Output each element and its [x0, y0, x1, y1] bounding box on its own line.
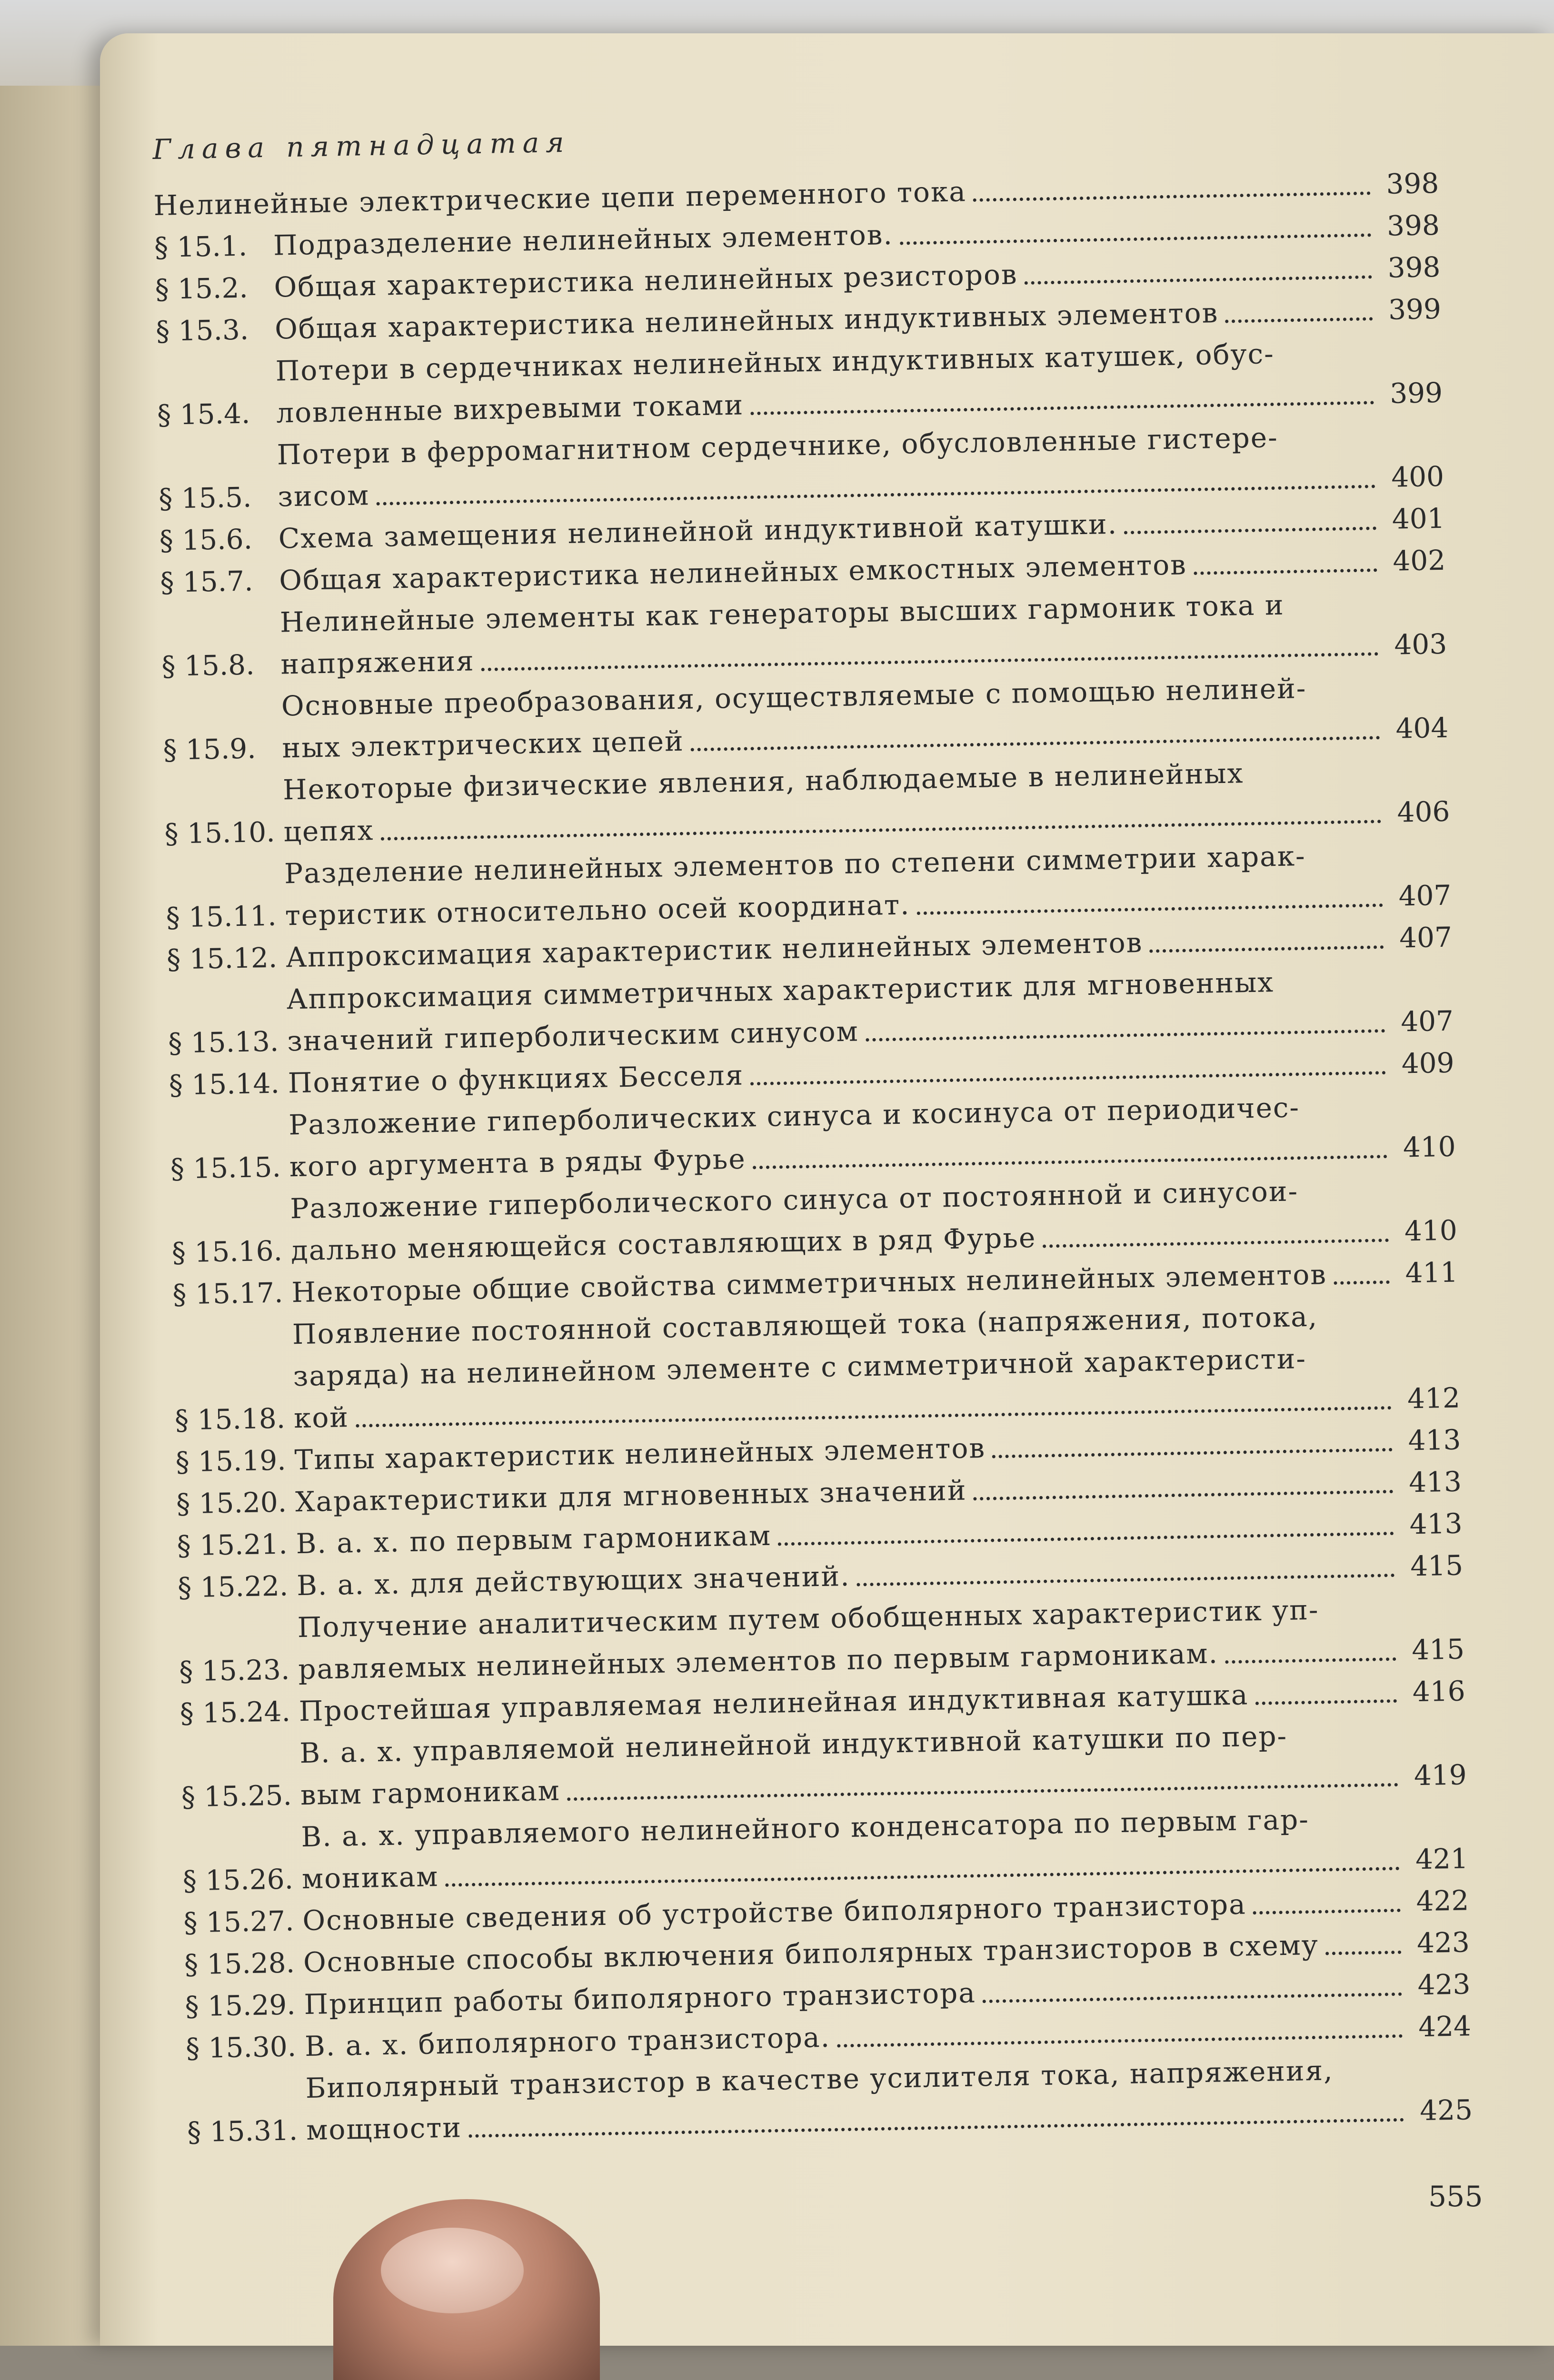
entry-title: Аппроксимация характеристик нелинейных элементов: [285, 926, 1143, 974]
entry-title: кого аргумента в ряды Фурье: [289, 1142, 747, 1183]
section-number: § 15.14.: [169, 1067, 280, 1101]
entry-page-number: 403: [1394, 627, 1447, 661]
section-number: § 15.8.: [161, 648, 255, 683]
section-number: § 15.7.: [159, 565, 254, 599]
section-number: § 15.10.: [164, 815, 276, 850]
dot-leader: [1253, 1909, 1401, 1914]
dot-leader: [1325, 1951, 1401, 1955]
section-number: § 15.4.: [157, 397, 250, 431]
dot-leader: [900, 233, 1371, 245]
section-number: § 15.5.: [158, 481, 252, 515]
entry-title: Разложение гиперболических синуса и косинуса от периодичес-: [288, 1091, 1300, 1141]
entry-title: Разделение нелинейных элементов по степени симметрии харак-: [284, 839, 1306, 890]
entry-title: теристик относительно осей координат.: [285, 888, 910, 932]
dot-leader: [974, 1490, 1394, 1500]
section-number: § 15.27.: [183, 1904, 295, 1939]
section-number: § 15.20.: [176, 1486, 287, 1520]
entry-page-number: 401: [1392, 502, 1445, 536]
entry-page-number: 406: [1396, 795, 1450, 829]
entry-page-number: 410: [1404, 1214, 1458, 1248]
dot-leader: [750, 401, 1374, 415]
dot-leader: [1149, 945, 1384, 953]
entry-page-number: 412: [1407, 1381, 1461, 1415]
entry-title: ловленные вихревыми токами: [276, 388, 744, 429]
section-number: § 15.25.: [181, 1779, 292, 1814]
entry-title: значений гиперболическим синусом: [287, 1015, 859, 1058]
section-number: § 15.6.: [159, 523, 253, 557]
entry-page-number: 416: [1412, 1675, 1466, 1708]
entry-page-number: 424: [1418, 2010, 1472, 2043]
entry-page-number: 413: [1408, 1423, 1461, 1457]
dot-leader: [983, 1993, 1402, 2003]
dot-leader: [1334, 1280, 1389, 1285]
section-number: § 15.3.: [155, 313, 249, 347]
entry-page-number: 407: [1398, 879, 1452, 912]
entry-title: равляемых нелинейных элементов по первым гармоникам.: [298, 1637, 1219, 1686]
chapter-heading: Глава пятнадцатая: [152, 126, 571, 166]
entry-title: дально меняющейся составляющих в ряд Фурье: [290, 1221, 1036, 1267]
entry-page-number: 419: [1414, 1758, 1467, 1792]
section-number: § 15.18.: [174, 1402, 286, 1437]
dot-leader: [1124, 526, 1376, 534]
entry-page-number: 425: [1419, 2093, 1473, 2127]
entry-title: В. а. х. по первым гармоникам: [296, 1519, 772, 1560]
dot-leader: [567, 1783, 1398, 1801]
entry-title: цепях: [283, 814, 374, 848]
entry-title: Биполярный транзистор в качестве усилителя тока, напряжения,: [305, 2054, 1334, 2105]
entry-page-number: 415: [1410, 1549, 1464, 1583]
dot-leader: [1194, 568, 1377, 575]
entry-title: Некоторые общие свойства симметричных нелинейных элементов: [291, 1258, 1327, 1309]
dot-leader: [866, 1029, 1385, 1041]
entry-page-number: 398: [1387, 250, 1441, 284]
dot-leader: [750, 1071, 1386, 1085]
dot-leader: [837, 2034, 1403, 2048]
section-number: § 15.9.: [163, 732, 257, 766]
entry-title: Основные преобразования, осуществляемые с помощью нелиней-: [281, 672, 1307, 723]
entry-page-number: 400: [1391, 460, 1444, 494]
entry-page-number: 423: [1417, 1968, 1471, 2002]
entry-title: Основные способы включения биполярных транзисторов в схему: [303, 1928, 1319, 1979]
entry-title: Нелинейные элементы как генераторы высших гармоник тока и: [279, 588, 1285, 639]
section-number: § 15.2.: [155, 271, 249, 306]
dot-leader: [691, 736, 1380, 751]
entry-title: зисом: [277, 479, 370, 513]
entry-title: Потери в сердечниках нелинейных индуктивных катушек, обус-: [275, 337, 1275, 387]
dot-leader: [1255, 1699, 1396, 1705]
entry-page-number: 413: [1408, 1465, 1462, 1499]
entry-page-number: 398: [1386, 208, 1440, 242]
entry-page-number: 409: [1401, 1046, 1455, 1080]
section-number: § 15.19.: [175, 1444, 287, 1478]
page-number: 555: [1428, 2180, 1483, 2213]
dot-leader: [857, 1574, 1395, 1587]
dot-leader: [917, 903, 1383, 915]
entry-title: напряжения: [280, 645, 475, 681]
dot-leader: [1043, 1239, 1389, 1248]
section-number: § 15.29.: [185, 1988, 296, 2023]
entry-title: вым гармоникам: [300, 1774, 561, 1812]
entry-title: Общая характеристика нелинейных резисторов: [274, 258, 1018, 304]
entry-title: моникам: [301, 1860, 439, 1895]
section-number: § 15.23.: [179, 1653, 290, 1688]
entry-text-block: [292, 1294, 1398, 1439]
dot-leader: [1225, 317, 1373, 323]
dot-leader: [973, 191, 1371, 202]
section-number: § 15.22.: [177, 1569, 289, 1604]
entry-page-number: 422: [1415, 1884, 1469, 1918]
entry-page-number: 407: [1399, 921, 1453, 954]
dot-leader: [992, 1448, 1393, 1458]
section-number: § 15.1.: [154, 229, 248, 264]
section-number: § 15.28.: [184, 1946, 295, 1981]
entry-title: В. а. х. управляемого нелинейного конденсатора по первым гар-: [300, 1803, 1310, 1854]
dot-leader: [1025, 275, 1372, 285]
entry-title: Схема замещения нелинейной индуктивной катушки.: [278, 507, 1118, 555]
entry-title: Характеристики для мгновенных значений: [295, 1474, 967, 1518]
entry-title: В. а. х. для действующих значений.: [296, 1559, 851, 1602]
entry-title: Нелинейные электрические цепи переменного тока: [153, 175, 967, 222]
section-number: § 15.11.: [166, 899, 277, 934]
entry-title: Общая характеристика нелинейных индуктивных элементов: [274, 296, 1219, 346]
entry-page-number: 404: [1395, 711, 1449, 745]
dot-leader: [1225, 1657, 1396, 1664]
entry-title: Получение аналитическим путем обобщенных характеристик уп-: [297, 1593, 1320, 1644]
entry-title: Некоторые физические явления, наблюдаемые в нелинейных: [282, 757, 1244, 806]
entry-page-number: 410: [1403, 1130, 1456, 1164]
entry-title: кой: [293, 1401, 349, 1435]
section-number: § 15.31.: [187, 2114, 298, 2149]
entry-title: Появление постоянной составляющей тока (напряжения, потока,: [292, 1300, 1318, 1351]
dot-leader: [753, 1155, 1387, 1169]
entry-title: Принцип работы биполярного транзистора: [304, 1976, 976, 2021]
entry-title: В. а. х. управляемой нелинейной индуктивной катушки по пер-: [299, 1719, 1288, 1770]
section-number: § 15.16.: [171, 1234, 283, 1269]
entry-title: Потери в ферромагнитном сердечнике, обусловленные гистере-: [277, 421, 1279, 471]
section-number: § 15.21.: [177, 1527, 288, 1562]
entry-title: Типы характеристик нелинейных элементов: [294, 1431, 986, 1477]
section-number: § 15.26.: [182, 1863, 294, 1897]
table-of-contents: [152, 111, 1473, 2153]
section-number: § 15.30.: [185, 2030, 297, 2065]
entry-page-number: 407: [1400, 1004, 1454, 1038]
section-number: § 15.15.: [170, 1150, 281, 1185]
entry-title: Аппроксимация симметричных характеристик для мгновенных: [286, 966, 1275, 1016]
entry-title: Разложение гиперболического синуса от постоянной и синусои-: [289, 1175, 1299, 1225]
section-number: § 15.13.: [168, 1025, 279, 1060]
entry-page-number: 415: [1411, 1633, 1465, 1666]
entry-title: Понятие о функциях Бесселя: [288, 1059, 744, 1100]
entry-page-number: 399: [1388, 292, 1442, 326]
entry-title: Подразделение нелинейных элементов.: [273, 218, 894, 262]
section-number: § 15.12.: [166, 941, 278, 976]
entry-page-number: 411: [1405, 1256, 1458, 1289]
entry-page-number: 398: [1385, 167, 1439, 200]
entry-title: заряда) на нелинейном элементе с симметричной характеристи-: [293, 1342, 1307, 1393]
section-number: § 15.24.: [179, 1695, 291, 1730]
entry-page-number: 402: [1392, 544, 1446, 577]
dot-leader: [778, 1532, 1394, 1546]
entry-page-number: 399: [1389, 376, 1443, 410]
entry-title: ных электрических цепей: [281, 724, 685, 764]
entry-title: мощности: [306, 2111, 462, 2146]
toc-entry: [173, 1293, 1460, 1441]
entry-title: Простейшая управляемая нелинейная индуктивная катушка: [299, 1678, 1249, 1728]
entry-page-number: 423: [1416, 1926, 1470, 1960]
entry-title: В. а. х. биполярного транзистора.: [304, 2021, 831, 2063]
entry-page-number: 421: [1415, 1842, 1469, 1876]
thumbnail-nail: [381, 2228, 524, 2313]
section-number: § 15.17.: [172, 1276, 284, 1311]
entry-page-number: 413: [1409, 1507, 1463, 1541]
entry-title: Общая характеристика нелинейных емкостных элементов: [279, 548, 1187, 597]
toc-list: [153, 162, 1473, 2153]
entry-title: Основные сведения об устройстве биполярного транзистора: [302, 1888, 1247, 1937]
previous-page-edge: [0, 86, 100, 2346]
